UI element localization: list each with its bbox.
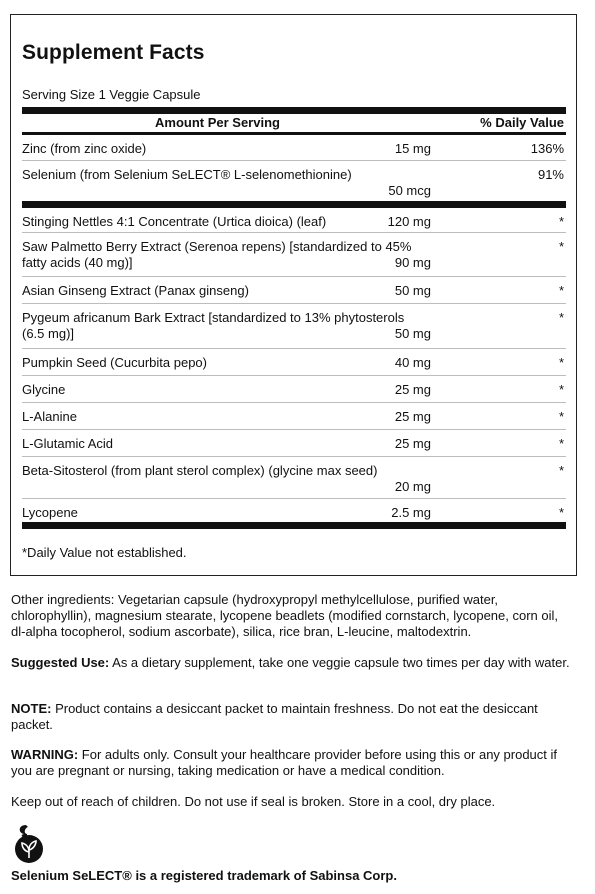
nutrient-amount: 15 mg [394,141,431,156]
suggested-use-label: Suggested Use: [11,655,110,670]
suggested-use-text: As a dietary supplement, take one veggie capsule two times per day with water. [109,655,570,670]
nutrient-daily-value: * [558,382,564,397]
header-daily-value: % Daily Value [480,115,564,130]
nutrient-amount: 20 mg [394,479,431,494]
nutrient-name: Pygeum africanum Bark Extract [standardized to 13% phytosterols (6.5 mg)] [22,310,405,341]
nutrient-amount: 40 mg [394,355,431,370]
nutrient-name: L-Glutamic Acid [22,436,114,451]
bottom-thick-rule [22,522,566,529]
trademark-notice: Selenium SeLECT® is a registered trademark of Sabinsa Corp. [11,868,397,883]
nutrient-daily-value: * [558,355,564,370]
nutrient-amount: 50 mg [394,283,431,298]
vitamin-mineral-rows [22,135,566,201]
ingredient-rows [22,208,566,542]
nutrient-row [22,376,566,403]
nutrient-name: Asian Ginseng Extract (Panax ginseng) [22,283,249,298]
nutrient-row [22,430,566,457]
other-ingredients: Other ingredients: Vegetarian capsule (hydroxypropyl methylcellulose, purified water, chlorophyllin), magnesium stearate, lycopene beadlets (modified cornstarch, lycopene, corn oil, dl-alpha tocopherol, sodium ascorbate), silica, rice bran, L-leucine, maltodextrin. [11,592,559,639]
nutrient-amount: 25 mg [394,436,431,451]
header-amount: Amount Per Serving [155,115,280,130]
nutrient-row [22,304,566,349]
nutrient-amount: 50 mcg [388,183,431,198]
nutrient-amount: 25 mg [394,382,431,397]
nutrient-daily-value: * [558,283,564,298]
note-label: NOTE: [11,701,52,716]
nutrient-name: Saw Palmetto Berry Extract (Serenoa repens) [standardized to 45% fatty acids (40 mg)] [22,239,412,270]
nutrient-amount: 50 mg [394,326,431,341]
nutrient-daily-value: * [558,505,564,520]
panel-title: Supplement Facts [22,41,205,64]
nutrient-daily-value: * [558,310,564,325]
warning [11,747,576,779]
nutrient-name: Stinging Nettles 4:1 Concentrate (Urtica dioica) (leaf) [22,214,327,229]
nutrient-row [22,277,566,304]
nutrient-row [22,233,566,277]
nutrient-row [22,499,566,542]
selenium-select-logo-icon [12,823,46,863]
nutrient-daily-value: * [558,214,564,229]
nutrient-name: Zinc (from zinc oxide) [22,141,147,156]
nutrient-row [22,403,566,430]
group-divider-rule [22,201,566,208]
nutrient-amount: 90 mg [394,255,431,270]
nutrient-daily-value: * [558,463,564,478]
nutrient-row [22,135,566,161]
note [11,701,576,733]
warning-text: For adults only. Consult your healthcare provider before using this or any product if you are pregnant or nursing, taking medication or have a medical condition. [11,747,558,778]
storage-instructions: Keep out of reach of children. Do not use if seal is broken. Store in a cool, dry place. [11,794,496,809]
suggested-use [11,655,576,671]
nutrient-row [22,161,566,201]
nutrient-amount: 25 mg [394,409,431,424]
nutrient-amount: 2.5 mg [391,505,431,520]
nutrient-daily-value: * [558,239,564,254]
nutrient-name: Beta-Sitosterol (from plant sterol complex) (glycine max seed) [22,463,378,478]
nutrient-daily-value: * [558,436,564,451]
footnote: *Daily Value not established. [22,545,187,560]
table-header [22,114,566,131]
nutrient-daily-value: 91% [537,167,564,182]
nutrient-name: Pumpkin Seed (Cucurbita pepo) [22,355,207,370]
serving-size: Serving Size 1 Veggie Capsule [22,87,201,102]
nutrient-name: Lycopene [22,505,78,520]
nutrient-row [22,457,566,499]
warning-label: WARNING: [11,747,79,762]
nutrient-row [22,208,566,233]
supplement-facts-panel [10,14,577,576]
nutrient-daily-value: 136% [530,141,564,156]
top-thick-rule [22,107,566,114]
nutrient-name: Glycine [22,382,66,397]
nutrient-name: Selenium (from Selenium SeLECT® L-selenomethionine) [22,167,352,182]
nutrient-amount: 120 mg [387,214,431,229]
nutrient-name: L-Alanine [22,409,77,424]
nutrient-row [22,349,566,376]
note-text: Product contains a desiccant packet to maintain freshness. Do not eat the desiccant packet. [11,701,538,732]
nutrient-daily-value: * [558,409,564,424]
